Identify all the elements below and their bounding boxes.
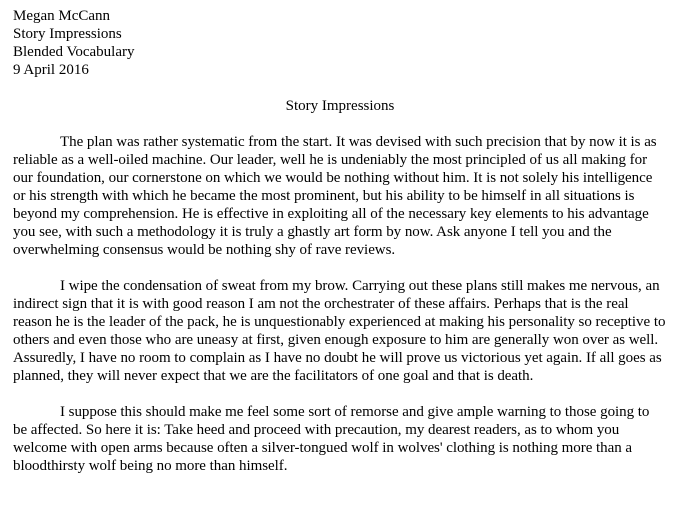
- body-paragraph: The plan was rather systematic from the start. It was devised with such precision that by now it is as reliable as a well-oiled machine. Our leader, well he is undeniably the most principled of us all making for our foundation, our cornerstone on which we would be nothing without him. It is not solely his intelligence or his strength with which he became the most prominent, but his ability to be himself in all situations is beyond my comprehension. He is effective in exploiting all of the necessary key elements to his advantage you see, with such a methodology it is truly a ghastly art form by now. Ask anyone I tell you and the overwhelming consensus would be nothing shy of rave reviews.: [13, 134, 657, 258]
- course-name: Blended Vocabulary: [13, 44, 135, 60]
- document-date: 9 April 2016: [13, 62, 89, 78]
- document-page: [13, 7, 667, 475]
- document-body: [13, 133, 667, 475]
- author-name: Megan McCann: [13, 8, 111, 24]
- document-title: Story Impressions: [285, 98, 395, 114]
- body-paragraph: I suppose this should make me feel some sort of remorse and give ample warning to those going to be affected. So here it is: Take heed and proceed with precaution, my dearest readers, as to whom you welcome with open arms because often a silver-tongued wolf in wolves' clothing is nothing more than a bloodthirsty wolf being no more than himself.: [13, 404, 650, 474]
- body-paragraph: I wipe the condensation of sweat from my brow. Carrying out these plans still makes me nervous, an indirect sign that it is with good reason I am not the orchestrater of these affairs. Perhaps that is the real reason he is the leader of the pack, he is unquestionably experienced at making his personality so receptive to others and even those who are uneasy at first, given enough exposure to him are generally won over as well. Assuredly, I have no room to complain as I have no doubt he will prove us victorious yet again. If all goes as planned, they will never expect that we are the facilitators of one goal and that is death.: [13, 278, 666, 384]
- document-header: [13, 7, 667, 79]
- assignment-name: Story Impressions: [13, 26, 122, 42]
